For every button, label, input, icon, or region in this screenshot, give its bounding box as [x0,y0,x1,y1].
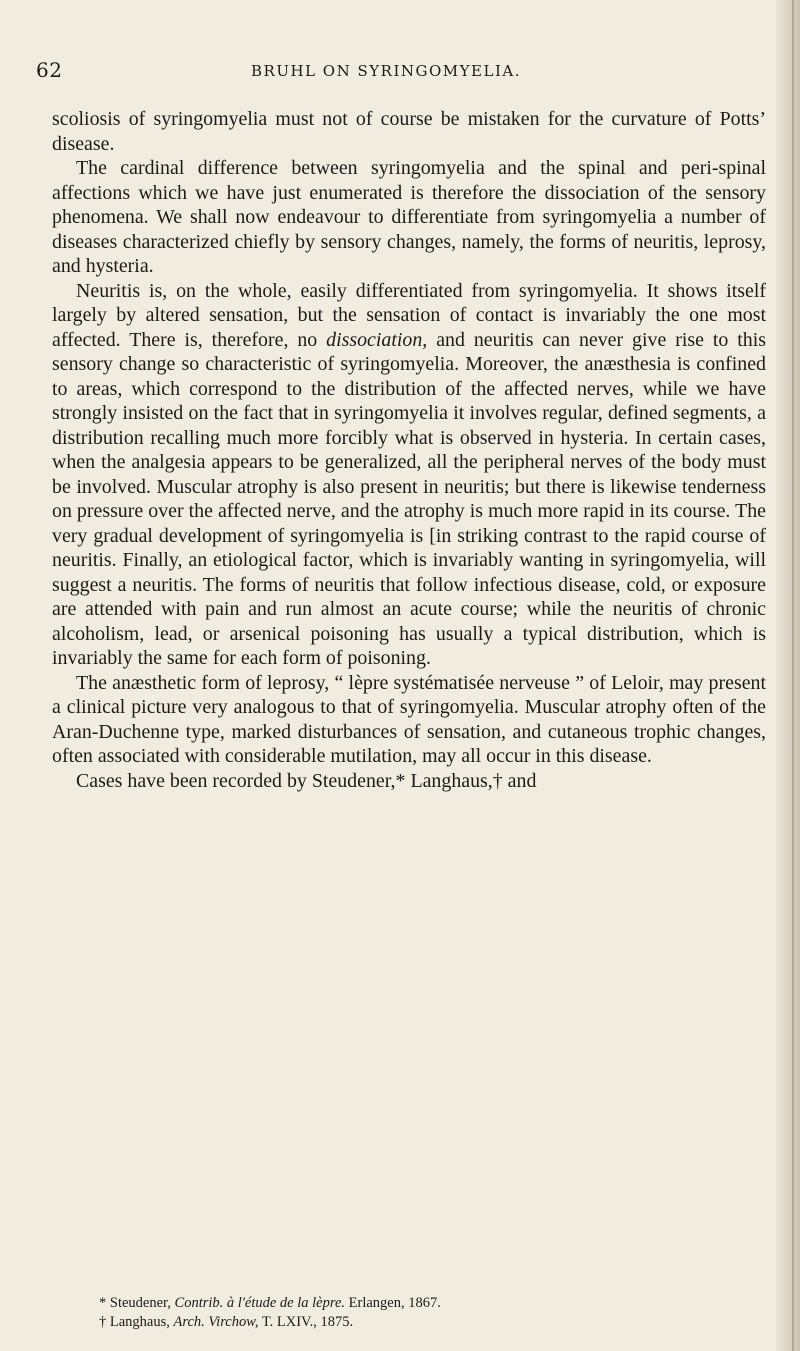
footnote-rest: T. LXIV., 1875. [261,1313,354,1330]
footnote [52,1294,766,1313]
body-text [52,107,766,793]
page-number: 62 [36,58,63,82]
page-edge [776,0,800,1351]
paragraph [52,279,766,671]
footnote-marker: * [99,1295,107,1311]
footnote-title: Arch. Virchow, [173,1313,259,1330]
italic-term: dissociation, [326,328,428,351]
paragraph-text: Neuritis is, on the whole, easily differentiated from syringomyelia. It shows itself largely by altered sensation, but the sensation of contact is invariably the one most affected. There is, therefore, no [52,279,766,351]
paragraph: The cardinal difference between syringomyelia and the spinal and peri-spinal affections which we have just enumerated is therefore the dissociation of the sensory phenomena. We shall now endeavour to differentiate from syringomyelia a number of diseases characterized chiefly by sensory changes, namely, the forms of neuritis, leprosy, and hysteria. [52,157,766,277]
footnote-author: Langhaus, [109,1313,170,1330]
paragraph: The anæsthetic form of leprosy, “ lèpre systématisée nerveuse ” of Leloir, may present a clinical picture very analogous to that of syringomyelia. Muscular atrophy often of the Aran-Duchenne type, marked disturbances of sensation, and cutaneous trophic changes, often associated with considerable mutilation, may all occur in this disease. [52,671,766,767]
paragraph: scoliosis of syringomyelia must not of course be mistaken for the curvature of Potts’ disease. [52,108,766,155]
running-head: BRUHL ON SYRINGOMYELIA. [251,62,521,80]
footnote-rest: Erlangen, 1867. [348,1295,441,1311]
footnote [52,1313,766,1332]
footnote-title: Contrib. à l'étude de la lèpre. [174,1295,346,1311]
footnote-marker: † [99,1313,107,1330]
footnotes [52,1294,766,1331]
page-header [36,58,736,88]
footnote-author: Steudener, [109,1295,171,1311]
paragraph: Cases have been recorded by Steudener,* Langhaus,† and [76,769,537,792]
paragraph-text: and neuritis can never give rise to this sensory change so characteristic of syringomyelia. Moreover, the anæsthesia is confined to areas, which correspond to the distribution of the affected nerves, while we have strongly insisted on the fact that in syringomyelia it involves regular, defined segments, a distribution recalling much more forcibly what is observed in hysteria. In certain cases, when the analgesia appears to be generalized, all the peripheral nerves of the body must be involved. Muscular atrophy is also present in neuritis; but there is likewise tenderness on pressure over the affected nerve, and the atrophy is much more rapid in its course. The very gradual development of syringomyelia is [in striking contrast to the rapid course of neuritis. Finally, an etiological factor, which is invariably wanting in syringomyelia, will suggest a neuritis. The forms of neuritis that follow infectious disease, cold, or exposure are attended with pain and run almost an acute course; while the neuritis of chronic alcoholism, lead, or arsenical poisoning has usually a typical distribution, which is invariably the same for each form of poisoning. [52,328,766,669]
